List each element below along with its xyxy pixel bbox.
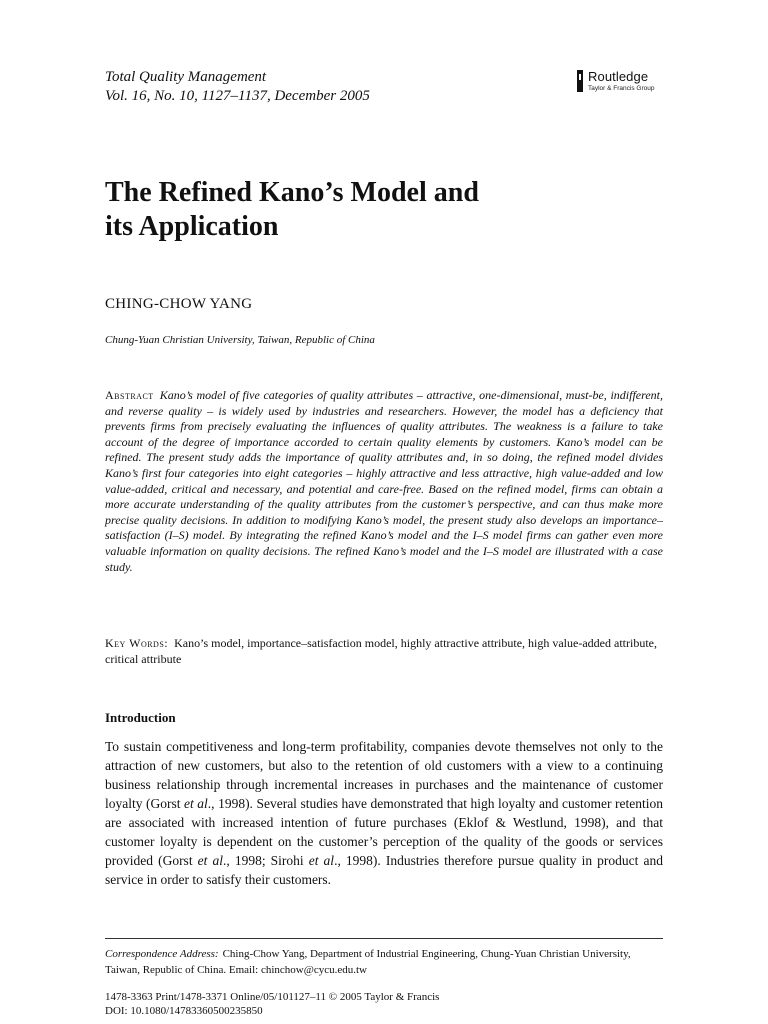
abstract-text: Kano’s model of five categories of quality attributes – attractive, one-dimensional, must-be, indifferent, and reverse quality – is widely used by industries and researchers. However, the model has a deficiency that prevents firms from precisely evaluating the influences of quality attributes. The weakness is a failure to take account of the degree of importance accorded to certain quality elements by customers. Kano’s model can be refined. The present study adds the importance of quality attributes and, in so doing, the refined model divides Kano’s first four categories into eight categories – highly attractive and less attractive, high value-added and low value-added, critical and necessary, and potential and care-free. Based on the refined model, firms can obtain a more accurate understanding of the quality attributes from the customer’s perspective, and can thus make more precise quality decisions. In addition to modifying Kano’s model, the present study also develops an importance–satisfaction (I–S) model. By integrating the refined Kano’s model and the I–S model firms can gather even more valuable information on quality decisions. The refined Kano’s model and the I–S model are illustrated with a case study.: [105, 388, 663, 574]
publisher-logo: [577, 70, 654, 96]
section-heading-introduction: Introduction: [105, 710, 176, 725]
correspondence-address: [105, 946, 663, 978]
correspondence-text: Ching-Chow Yang, Department of Industrial Engineering, Chung-Yuan Christian University, Taiwan, Republic of China. Email: chinchow@cycu.edu.tw: [105, 948, 631, 976]
publisher-name: Routledge: [588, 69, 649, 84]
keywords-label: Key Words:: [105, 636, 169, 650]
doi-line: DOI: 10.1080/14783360500235850: [105, 1005, 263, 1017]
introduction-paragraph: To sustain competitiveness and long-term profitability, companies devote themselves not only to the attraction of new customers, but also to the retention of old customers with a view to a continuing business relationship through incremental increases in purchases and the maintenance of customer loyalty (Gorst et al., 1998). Several studies have demonstrated that high loyalty and customer retention are associated with increased intention of future purchases (Eklof & Westlund, 1998), and that customer loyalty is dependent on the customer’s perception of the quality of the goods or services provided (Gorst et al., 1998; Sirohi et al., 1998). Industries therefore pursue quality in product and service in order to satisfy their customers.: [105, 739, 663, 887]
correspondence-label: Correspondence Address:: [105, 948, 219, 960]
journal-volume: Vol. 16, No. 10, 1127–1137, December 2005: [105, 88, 370, 104]
author-affiliation: Chung-Yuan Christian University, Taiwan, Republic of China: [105, 334, 375, 346]
author-name: CHING-CHOW YANG: [105, 296, 253, 312]
abstract-label: Abstract: [105, 388, 154, 402]
keywords: [105, 635, 663, 667]
routledge-logo-icon: [577, 70, 583, 92]
journal-citation: [105, 68, 370, 106]
publisher-group: Taylor & Francis Group: [588, 85, 655, 92]
title-line-2: its Application: [105, 211, 279, 242]
article-title: [105, 176, 665, 244]
keywords-text: Kano’s model, importance–satisfaction model, highly attractive attribute, high value-added attribute, critical attribute: [105, 636, 657, 666]
journal-name: Total Quality Management: [105, 69, 267, 85]
abstract: [105, 388, 663, 575]
title-line-1: The Refined Kano’s Model and: [105, 177, 479, 208]
publication-footer: [105, 990, 663, 1018]
footnote-divider: [105, 938, 663, 939]
issn-line: 1478-3363 Print/1478-3371 Online/05/101127–11 © 2005 Taylor & Francis: [105, 991, 440, 1003]
